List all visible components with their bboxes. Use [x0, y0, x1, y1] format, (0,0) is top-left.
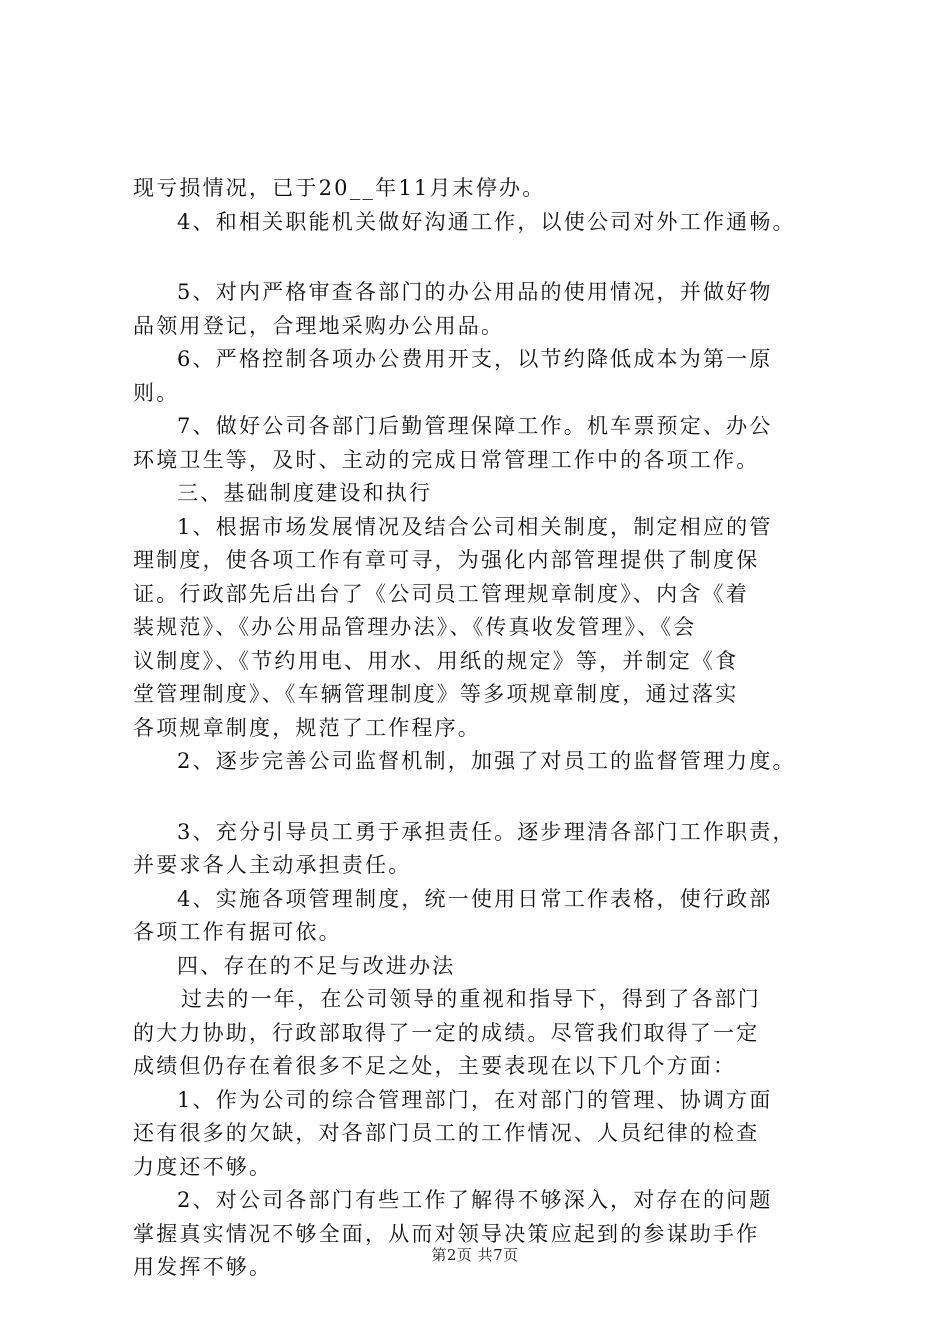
text-line: 3、充分引导员工勇于承担责任。逐步理清各部门工作职责，	[177, 819, 796, 844]
text-line: 力度还不够。	[133, 1154, 273, 1179]
text-line: 1、根据市场发展情况及结合公司相关制度，制定相应的管	[177, 514, 773, 539]
text-line: 各项规章制度，规范了工作程序。	[133, 715, 481, 740]
text-line: 7、做好公司各部门后勤管理保障工作。机车票预定、办公	[177, 414, 773, 438]
paragraph-gap	[133, 239, 833, 276]
text-line: 装规范》、《办公用品管理办法》、《传真收发管理》、《会	[133, 615, 697, 639]
paragraph-gap	[133, 779, 833, 816]
text-line: 则。	[133, 380, 180, 405]
text-line: 议制度》、《节约用电、用水、用纸的规定》等，并制定《食	[133, 648, 739, 673]
section-heading: 四、存在的不足与改进办法	[177, 953, 456, 978]
text-line: 6、严格控制各项办公费用开支，以节约降低成本为第一原	[177, 347, 773, 371]
text-line: 用发挥不够。	[133, 1255, 273, 1279]
text-line: 堂管理制度》、《车辆管理制度》等多项规章制度，通过落实	[133, 682, 739, 706]
text-line: 品领用登记，合理地采购办公用品。	[133, 313, 505, 338]
text-line: 还有很多的欠缺，对各部门员工的工作情况、人员纪律的检查	[133, 1121, 760, 1145]
text-line: 的大力协助，行政部取得了一定的成绩。尽管我们取得了一定	[133, 1020, 760, 1045]
text-line: 成绩但仍存在着很多不足之处，主要表现在以下几个方面：	[133, 1054, 737, 1078]
text-line: 掌握真实情况不够全面，从而对领导决策应起到的参谋助手作	[133, 1221, 760, 1246]
text-line: 4、实施各项管理制度，统一使用日常工作表格，使行政部	[177, 886, 773, 911]
text-line: 过去的一年，在公司领导的重视和指导下，得到了各部门	[181, 987, 761, 1011]
document-body	[133, 172, 833, 1285]
text-line: 各项工作有据可依。	[133, 920, 342, 944]
text-line: 1、作为公司的综合管理部门，在对部门的管理、协调方面	[177, 1087, 773, 1112]
page-number-footer: 第2页 共7页	[431, 1246, 519, 1264]
section-heading: 三、基础制度建设和执行	[177, 481, 433, 505]
text-line: 5、对内严格审查各部门的办公用品的使用情况，并做好物	[177, 280, 773, 304]
text-line: 理制度，使各项工作有章可寻，为强化内部管理提供了制度保	[133, 548, 760, 572]
text-line: 现亏损情况，已于20__年11月末停办。	[133, 176, 546, 200]
text-line: 2、逐步完善公司监督机制，加强了对员工的监督管理力度。	[177, 749, 796, 773]
text-line: 环境卫生等，及时、主动的完成日常管理工作中的各项工作。	[133, 447, 760, 472]
text-line: 2、对公司各部门有些工作了解得不够深入，对存在的问题	[177, 1188, 773, 1212]
text-line: 证。行政部先后出台了《公司员工管理规章制度》、内含《着	[133, 581, 749, 606]
text-line: 4、和相关职能机关做好沟通工作，以使公司对外工作通畅。	[177, 209, 796, 234]
text-line: 并要求各人主动承担责任。	[133, 853, 412, 877]
